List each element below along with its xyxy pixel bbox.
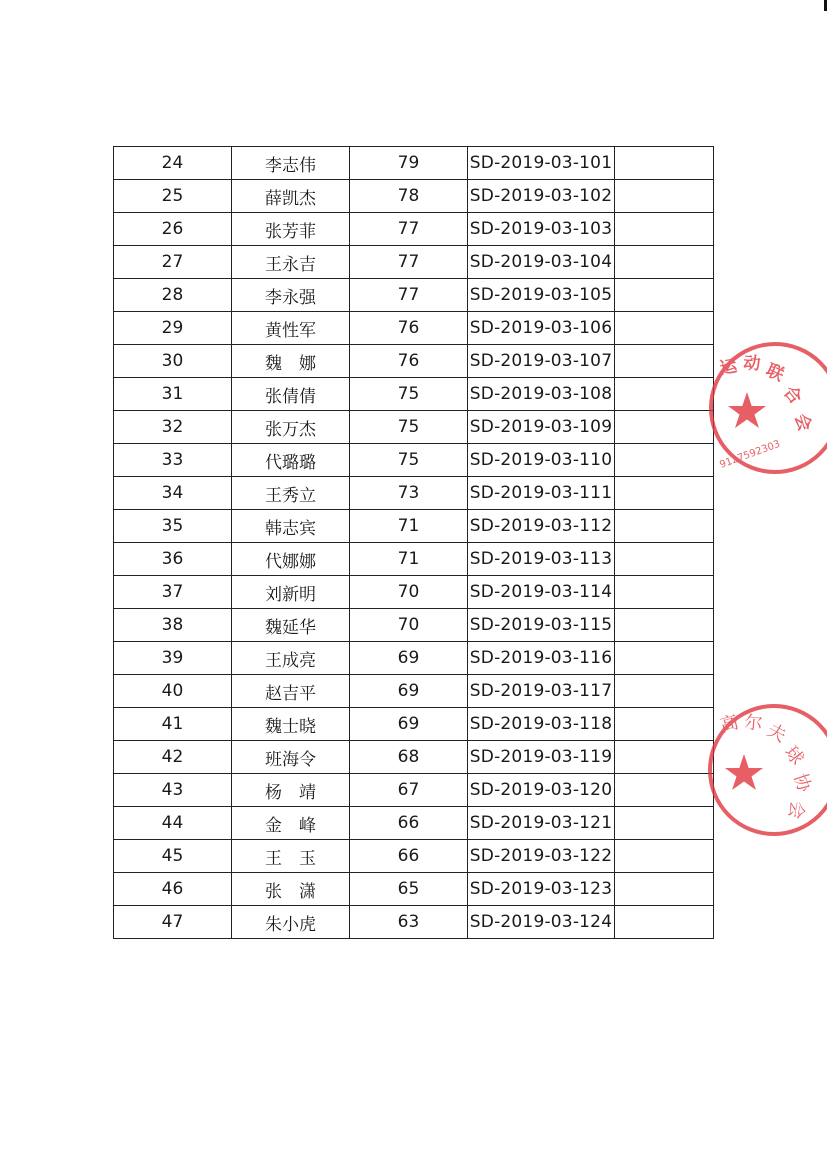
cell-score: 70 (350, 576, 468, 609)
cell-number: 31 (114, 378, 232, 411)
cell-name: 代璐璐 (232, 444, 350, 477)
cell-score: 66 (350, 807, 468, 840)
cell-number: 41 (114, 708, 232, 741)
cell-remark (615, 609, 714, 642)
cell-name: 王永吉 (232, 246, 350, 279)
cell-number: 26 (114, 213, 232, 246)
cell-certificate-number: SD-2019-03-115 (468, 609, 615, 642)
table-row (114, 873, 714, 906)
cell-number: 27 (114, 246, 232, 279)
cell-remark (615, 477, 714, 510)
svg-text:协: 协 (789, 771, 815, 795)
table-row (114, 576, 714, 609)
cell-number: 45 (114, 840, 232, 873)
table-row (114, 147, 714, 180)
table-row (114, 444, 714, 477)
svg-text:合: 合 (779, 382, 806, 409)
cell-remark (615, 378, 714, 411)
table-row (114, 477, 714, 510)
cell-remark (615, 708, 714, 741)
cell-number: 34 (114, 477, 232, 510)
cell-remark (615, 840, 714, 873)
cell-number: 43 (114, 774, 232, 807)
cell-remark (615, 213, 714, 246)
cell-certificate-number: SD-2019-03-117 (468, 675, 615, 708)
cell-certificate-number: SD-2019-03-102 (468, 180, 615, 213)
cell-number: 42 (114, 741, 232, 774)
cell-certificate-number: SD-2019-03-122 (468, 840, 615, 873)
cell-certificate-number: SD-2019-03-118 (468, 708, 615, 741)
cell-number: 24 (114, 147, 232, 180)
official-seal-bottom (706, 684, 827, 856)
cell-name: 魏 娜 (232, 345, 350, 378)
seal-star-icon (728, 392, 766, 428)
table-row (114, 279, 714, 312)
cell-score: 77 (350, 246, 468, 279)
cell-remark (615, 642, 714, 675)
cell-score: 75 (350, 411, 468, 444)
table-row (114, 510, 714, 543)
svg-text:夫: 夫 (763, 719, 790, 747)
cell-certificate-number: SD-2019-03-114 (468, 576, 615, 609)
table-row (114, 378, 714, 411)
cell-number: 46 (114, 873, 232, 906)
cell-remark (615, 873, 714, 906)
cell-remark (615, 807, 714, 840)
cell-number: 30 (114, 345, 232, 378)
cell-name: 杨 靖 (232, 774, 350, 807)
table-row (114, 675, 714, 708)
cell-name: 刘新明 (232, 576, 350, 609)
cell-name: 李志伟 (232, 147, 350, 180)
svg-text:会: 会 (790, 411, 815, 434)
cell-score: 75 (350, 444, 468, 477)
table-row (114, 708, 714, 741)
cell-score: 69 (350, 708, 468, 741)
cell-remark (615, 774, 714, 807)
table-row (114, 642, 714, 675)
cell-certificate-number: SD-2019-03-110 (468, 444, 615, 477)
cell-score: 77 (350, 279, 468, 312)
official-seal-top (707, 322, 827, 494)
cell-certificate-number: SD-2019-03-111 (468, 477, 615, 510)
cell-name: 金 峰 (232, 807, 350, 840)
table-row (114, 741, 714, 774)
cell-name: 张 潇 (232, 873, 350, 906)
cell-score: 65 (350, 873, 468, 906)
table-row (114, 543, 714, 576)
cell-score: 76 (350, 312, 468, 345)
cell-number: 39 (114, 642, 232, 675)
cell-remark (615, 906, 714, 939)
cell-certificate-number: SD-2019-03-101 (468, 147, 615, 180)
cell-score: 68 (350, 741, 468, 774)
cell-remark (615, 543, 714, 576)
cell-score: 77 (350, 213, 468, 246)
cell-number: 47 (114, 906, 232, 939)
svg-text:高: 高 (717, 711, 741, 737)
cell-remark (615, 279, 714, 312)
cell-remark (615, 246, 714, 279)
cell-score: 71 (350, 543, 468, 576)
cell-remark (615, 312, 714, 345)
cell-score: 71 (350, 510, 468, 543)
cell-remark (615, 576, 714, 609)
table-row (114, 807, 714, 840)
cell-name: 魏士晓 (232, 708, 350, 741)
cell-number: 35 (114, 510, 232, 543)
cell-certificate-number: SD-2019-03-109 (468, 411, 615, 444)
cell-name: 李永强 (232, 279, 350, 312)
cell-number: 25 (114, 180, 232, 213)
cell-certificate-number: SD-2019-03-112 (468, 510, 615, 543)
cell-name: 王成亮 (232, 642, 350, 675)
cell-score: 66 (350, 840, 468, 873)
cell-name: 薛凯杰 (232, 180, 350, 213)
cell-certificate-number: SD-2019-03-121 (468, 807, 615, 840)
cell-remark (615, 180, 714, 213)
cell-certificate-number: SD-2019-03-113 (468, 543, 615, 576)
svg-text:动: 动 (742, 353, 762, 375)
cell-certificate-number: SD-2019-03-119 (468, 741, 615, 774)
cell-score: 73 (350, 477, 468, 510)
cell-certificate-number: SD-2019-03-120 (468, 774, 615, 807)
cell-number: 44 (114, 807, 232, 840)
cell-certificate-number: SD-2019-03-105 (468, 279, 615, 312)
seal-star-icon (725, 754, 763, 790)
cell-remark (615, 741, 714, 774)
cell-name: 赵吉平 (232, 675, 350, 708)
cell-certificate-number: SD-2019-03-108 (468, 378, 615, 411)
svg-text:尔: 尔 (743, 712, 764, 735)
cell-number: 29 (114, 312, 232, 345)
table-row (114, 840, 714, 873)
cell-score: 67 (350, 774, 468, 807)
cell-number: 36 (114, 543, 232, 576)
cell-remark (615, 411, 714, 444)
table-row (114, 411, 714, 444)
cell-number: 32 (114, 411, 232, 444)
cell-remark (615, 345, 714, 378)
results-table (113, 146, 714, 939)
cell-number: 37 (114, 576, 232, 609)
cell-certificate-number: SD-2019-03-116 (468, 642, 615, 675)
cell-name: 张万杰 (232, 411, 350, 444)
cell-number: 33 (114, 444, 232, 477)
table-row (114, 906, 714, 939)
cell-remark (615, 510, 714, 543)
table-row (114, 312, 714, 345)
cell-name: 代娜娜 (232, 543, 350, 576)
table-row (114, 609, 714, 642)
table-row (114, 345, 714, 378)
cell-score: 69 (350, 675, 468, 708)
cell-score: 75 (350, 378, 468, 411)
cell-number: 38 (114, 609, 232, 642)
cell-certificate-number: SD-2019-03-124 (468, 906, 615, 939)
cell-certificate-number: SD-2019-03-106 (468, 312, 615, 345)
cell-number: 28 (114, 279, 232, 312)
cell-name: 班海令 (232, 741, 350, 774)
cell-name: 张芳菲 (232, 213, 350, 246)
cell-name: 朱小虎 (232, 906, 350, 939)
cell-name: 王 玉 (232, 840, 350, 873)
cell-score: 70 (350, 609, 468, 642)
svg-text:球: 球 (780, 742, 808, 770)
cell-remark (615, 444, 714, 477)
table-row (114, 774, 714, 807)
cell-name: 韩志宾 (232, 510, 350, 543)
cell-remark (615, 147, 714, 180)
cell-certificate-number: SD-2019-03-103 (468, 213, 615, 246)
svg-text:联: 联 (762, 360, 787, 386)
cell-number: 40 (114, 675, 232, 708)
cell-certificate-number: SD-2019-03-123 (468, 873, 615, 906)
cell-score: 69 (350, 642, 468, 675)
cell-certificate-number: SD-2019-03-104 (468, 246, 615, 279)
cell-score: 79 (350, 147, 468, 180)
cell-remark (615, 675, 714, 708)
cell-name: 黄性军 (232, 312, 350, 345)
cell-name: 张倩倩 (232, 378, 350, 411)
results-table-body (114, 147, 714, 939)
svg-text:运: 运 (718, 356, 739, 379)
cell-score: 76 (350, 345, 468, 378)
svg-text:会: 会 (783, 799, 808, 821)
cell-name: 王秀立 (232, 477, 350, 510)
table-row (114, 213, 714, 246)
cell-score: 78 (350, 180, 468, 213)
table-row (114, 180, 714, 213)
table-row (114, 246, 714, 279)
cell-certificate-number: SD-2019-03-107 (468, 345, 615, 378)
cell-score: 63 (350, 906, 468, 939)
svg-text:9127592303: 9127592303 (718, 438, 782, 471)
cell-name: 魏延华 (232, 609, 350, 642)
